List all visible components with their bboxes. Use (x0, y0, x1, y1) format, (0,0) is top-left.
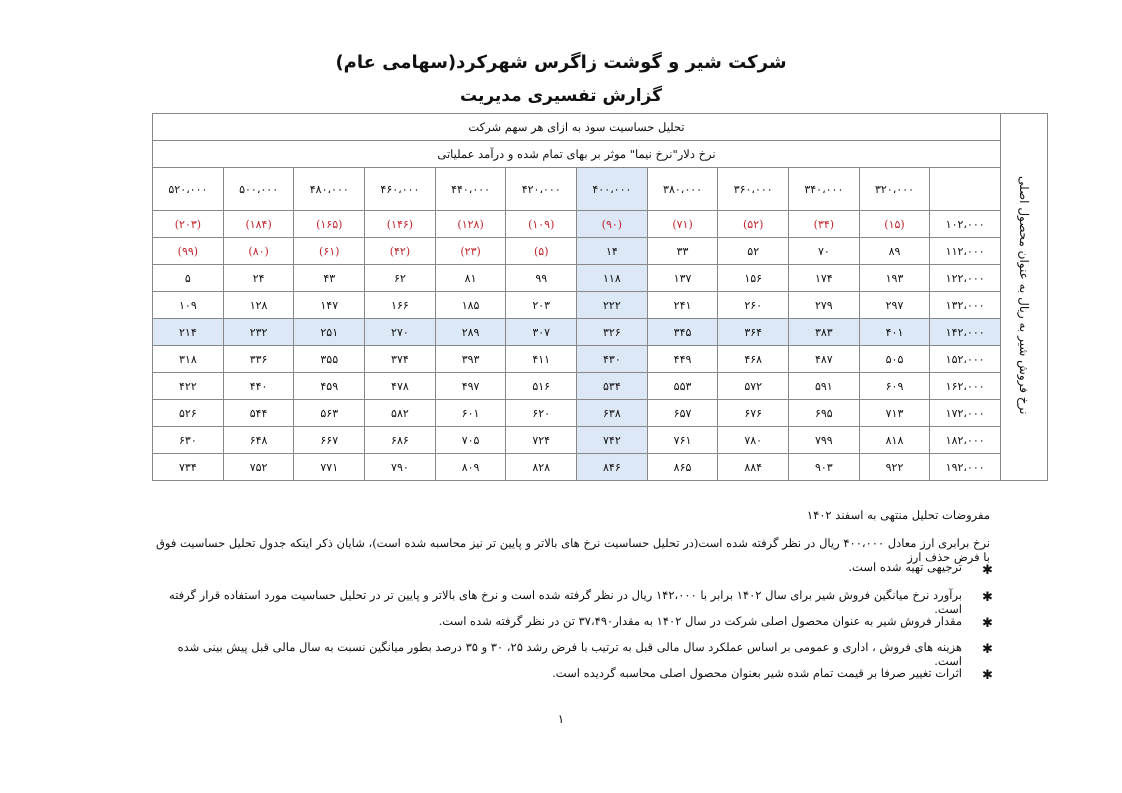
eps-value-cell: ۲۷۹ (789, 292, 860, 319)
eps-value-cell: ۵۷۲ (718, 373, 789, 400)
eps-value-cell: ۳۳۶ (223, 346, 294, 373)
eps-value-cell: ۱۴۷ (294, 292, 365, 319)
eps-value-cell: ۳۵۵ (294, 346, 365, 373)
eps-value-cell: ۵ (153, 265, 224, 292)
eps-value-cell: ۵۴۴ (223, 400, 294, 427)
page-number: ۱ (557, 712, 565, 726)
eps-value-cell: ۶۰۱ (435, 400, 506, 427)
eps-value-cell: ۵۱۶ (506, 373, 577, 400)
eps-value-cell: ۷۵۲ (223, 454, 294, 481)
note-bullet-1: برآورد نرخ میانگین فروش شیر برای سال ۱۴۰۲ برابر با ۱۴۲،۰۰۰ ریال در نظر گرفته شده است و نرخ های بالاتر و پایین تر در تحلیل حساسیت مورد استفاده قرار گرفته است. (169, 588, 962, 616)
eps-value-cell: ۴۶۸ (718, 346, 789, 373)
bullet-marker: ✱ (982, 642, 993, 657)
eps-value-cell: ۱۲۸ (223, 292, 294, 319)
dollar-rate-header: ۴۸۰،۰۰۰ (294, 168, 365, 211)
milk-price-cell: ۱۹۲،۰۰۰ (930, 454, 1001, 481)
note-bullet-4: اثرات تغییر صرفا بر قیمت تمام شده شیر بعنوان محصول اصلی محاسبه گردیده است. (552, 666, 962, 680)
bullet-marker: ✱ (982, 668, 993, 683)
eps-value-cell: ۷۳۴ (153, 454, 224, 481)
eps-value-cell: ۱۳۷ (647, 265, 718, 292)
eps-value-cell: ۷۰۵ (435, 427, 506, 454)
eps-value-cell: ۵۸۲ (365, 400, 436, 427)
eps-value-cell: ۶۶۷ (294, 427, 365, 454)
eps-value-cell: ۸۹ (859, 238, 930, 265)
eps-value-cell: ۴۳۰ (577, 346, 648, 373)
eps-value-cell: ۴۷۸ (365, 373, 436, 400)
eps-value-cell: ۶۳۸ (577, 400, 648, 427)
eps-value-cell: (۹۰) (577, 211, 648, 238)
eps-value-cell: ۵۲ (718, 238, 789, 265)
milk-price-cell: ۱۷۲،۰۰۰ (930, 400, 1001, 427)
eps-value-cell: ۷۲۴ (506, 427, 577, 454)
eps-value-cell: (۱۰۹) (506, 211, 577, 238)
eps-value-cell: ۹۲۲ (859, 454, 930, 481)
eps-value-cell: ۲۱۴ (153, 319, 224, 346)
report-title: گزارش تفسیری مدیریت (459, 86, 663, 106)
eps-value-cell: ۵۶۳ (294, 400, 365, 427)
dollar-rate-header: ۳۸۰،۰۰۰ (647, 168, 718, 211)
eps-value-cell: ۸۲۸ (506, 454, 577, 481)
eps-value-cell: (۴۲) (365, 238, 436, 265)
eps-value-cell: ۵۰۵ (859, 346, 930, 373)
eps-value-cell: ۷۹۹ (789, 427, 860, 454)
milk-price-cell: ۱۶۲،۰۰۰ (930, 373, 1001, 400)
eps-value-cell: ۱۶۶ (365, 292, 436, 319)
eps-value-cell: ۴۰۱ (859, 319, 930, 346)
eps-value-cell: ۱۷۴ (789, 265, 860, 292)
eps-value-cell: ۷۹۰ (365, 454, 436, 481)
eps-value-cell: ۱۱۸ (577, 265, 648, 292)
eps-value-cell: ۷۷۱ (294, 454, 365, 481)
eps-value-cell: ۶۳۰ (153, 427, 224, 454)
dollar-rate-header: ۴۴۰،۰۰۰ (435, 168, 506, 211)
table-row (153, 319, 1048, 346)
eps-value-cell: ۲۸۹ (435, 319, 506, 346)
eps-value-cell: (۵۲) (718, 211, 789, 238)
eps-value-cell: ۳۶۴ (718, 319, 789, 346)
eps-value-cell: ۸۶۵ (647, 454, 718, 481)
eps-value-cell: ۴۹۷ (435, 373, 506, 400)
eps-value-cell: ۱۸۵ (435, 292, 506, 319)
eps-value-cell: ۷۸۰ (718, 427, 789, 454)
eps-value-cell: ۲۶۰ (718, 292, 789, 319)
eps-value-cell: ۸۱۸ (859, 427, 930, 454)
eps-value-cell: ۱۴ (577, 238, 648, 265)
eps-value-cell: ۳۲۶ (577, 319, 648, 346)
eps-value-cell: (۲۰۳) (153, 211, 224, 238)
eps-value-cell: ۸۰۹ (435, 454, 506, 481)
milk-price-cell: ۱۴۲،۰۰۰ (930, 319, 1001, 346)
table-row (153, 211, 1048, 238)
corner-cell (930, 168, 1001, 211)
eps-value-cell: ۵۳۴ (577, 373, 648, 400)
eps-value-cell: (۳۴) (789, 211, 860, 238)
eps-value-cell: ۷۶۱ (647, 427, 718, 454)
eps-value-cell: ۲۴۱ (647, 292, 718, 319)
table-caption: تحلیل حساسیت سود به ازای هر سهم شرکت (153, 114, 1001, 141)
eps-value-cell: ۴۳ (294, 265, 365, 292)
dollar-rate-header: ۴۰۰،۰۰۰ (577, 168, 648, 211)
eps-value-cell: (۱۶۵) (294, 211, 365, 238)
side-label-cell (1001, 114, 1048, 481)
eps-value-cell: (۱۵) (859, 211, 930, 238)
milk-price-cell: ۱۲۲،۰۰۰ (930, 265, 1001, 292)
eps-value-cell: ۲۲۲ (577, 292, 648, 319)
eps-value-cell: ۳۸۳ (789, 319, 860, 346)
dollar-rate-header: ۵۰۰،۰۰۰ (223, 168, 294, 211)
table-row (153, 454, 1048, 481)
eps-value-cell: ۵۹۱ (789, 373, 860, 400)
milk-price-cell: ۱۸۲،۰۰۰ (930, 427, 1001, 454)
table-row (153, 373, 1048, 400)
eps-value-cell: ۳۷۴ (365, 346, 436, 373)
eps-value-cell: ۶۸۶ (365, 427, 436, 454)
milk-price-cell: ۱۱۲،۰۰۰ (930, 238, 1001, 265)
eps-value-cell: (۸۰) (223, 238, 294, 265)
table-row (153, 292, 1048, 319)
eps-value-cell: ۲۷۰ (365, 319, 436, 346)
eps-value-cell: ۲۹۷ (859, 292, 930, 319)
bullet-marker: ✱ (982, 590, 993, 605)
dollar-rate-header: ۳۴۰،۰۰۰ (789, 168, 860, 211)
milk-price-cell: ۱۵۲،۰۰۰ (930, 346, 1001, 373)
eps-value-cell: ۶۰۹ (859, 373, 930, 400)
eps-value-cell: ۶۲۰ (506, 400, 577, 427)
table-row (153, 238, 1048, 265)
eps-value-cell: (۲۳) (435, 238, 506, 265)
company-title: شرکت شیر و گوشت زاگرس شهرکرد(سهامی عام) (335, 52, 787, 73)
eps-value-cell: ۳۰۷ (506, 319, 577, 346)
eps-value-cell: ۱۰۹ (153, 292, 224, 319)
eps-value-cell: ۴۵۹ (294, 373, 365, 400)
table-row (153, 400, 1048, 427)
eps-value-cell: ۸۱ (435, 265, 506, 292)
eps-value-cell: ۴۸۷ (789, 346, 860, 373)
milk-price-axis-label: نرخ فروش شیر به ریال به عنوان محصول اصلی (1017, 176, 1031, 415)
eps-value-cell: (۱۸۴) (223, 211, 294, 238)
eps-value-cell: ۳۱۸ (153, 346, 224, 373)
notes-heading: مفروضات تحلیل منتهی به اسفند ۱۴۰۲ (806, 508, 990, 522)
bullet-marker: ✱ (982, 563, 993, 578)
eps-value-cell: ۳۹۳ (435, 346, 506, 373)
eps-value-cell: ۸۴۶ (577, 454, 648, 481)
dollar-rate-header: ۴۶۰،۰۰۰ (365, 168, 436, 211)
milk-price-cell: ۱۰۲،۰۰۰ (930, 211, 1001, 238)
eps-value-cell: ۱۹۳ (859, 265, 930, 292)
eps-value-cell: ۶۵۷ (647, 400, 718, 427)
eps-value-cell: (۷۱) (647, 211, 718, 238)
eps-value-cell: (۵) (506, 238, 577, 265)
eps-value-cell: (۶۱) (294, 238, 365, 265)
notes-paragraph-line1: نرخ برابری ارز معادل ۴۰۰،۰۰۰ ریال در نظر گرفته شده است(در تحلیل حساسیت نرخ های بالاتر و پایین تر نیز محاسبه شده است)، شایان ذکر اینکه جدول تحلیل حساسیت فوق با فرض حذف ارز (155, 536, 990, 564)
eps-value-cell: ۴۲۲ (153, 373, 224, 400)
eps-value-cell: ۴۴۰ (223, 373, 294, 400)
table-row (153, 427, 1048, 454)
eps-value-cell: ۴۴۹ (647, 346, 718, 373)
eps-value-cell: ۸۸۴ (718, 454, 789, 481)
eps-value-cell: (۱۴۶) (365, 211, 436, 238)
eps-value-cell: ۷۰ (789, 238, 860, 265)
eps-value-cell: ۳۳ (647, 238, 718, 265)
eps-value-cell: ۵۵۳ (647, 373, 718, 400)
eps-value-cell: ۶۹۵ (789, 400, 860, 427)
dollar-rate-header: ۳۶۰،۰۰۰ (718, 168, 789, 211)
eps-value-cell: ۲۴ (223, 265, 294, 292)
eps-value-cell: (۱۲۸) (435, 211, 506, 238)
dollar-rate-header-row (153, 168, 1048, 211)
eps-value-cell: ۱۵۶ (718, 265, 789, 292)
eps-value-cell: ۳۴۵ (647, 319, 718, 346)
table-row (153, 265, 1048, 292)
eps-value-cell: ۵۲۶ (153, 400, 224, 427)
eps-value-cell: ۹۰۳ (789, 454, 860, 481)
eps-value-cell: ۴۱۱ (506, 346, 577, 373)
notes-paragraph-line2: ترجیهی تهیه شده است. (848, 560, 962, 574)
table-subcaption: نرخ دلار"نرخ نیما" موثر بر بهای تمام شده و درآمد عملیاتی (153, 141, 1001, 168)
eps-value-cell: ۹۹ (506, 265, 577, 292)
note-bullet-3: هزینه های فروش ، اداری و عمومی بر اساس عملکرد سال مالی قبل به ترتیب با فرض رشد ۲۵، ۳۰ و ۳۵ درصد بطور میانگین نسبت به سال مالی قبل پیش بینی شده است. (177, 640, 962, 668)
milk-price-cell: ۱۳۲،۰۰۰ (930, 292, 1001, 319)
dollar-rate-header: ۳۲۰،۰۰۰ (859, 168, 930, 211)
eps-value-cell: ۷۱۳ (859, 400, 930, 427)
eps-value-cell: ۲۰۳ (506, 292, 577, 319)
eps-value-cell: ۲۳۲ (223, 319, 294, 346)
sensitivity-table (152, 113, 1048, 481)
bullet-marker: ✱ (982, 616, 993, 631)
dollar-rate-header: ۴۲۰،۰۰۰ (506, 168, 577, 211)
eps-value-cell: ۶۴۸ (223, 427, 294, 454)
eps-value-cell: ۶۲ (365, 265, 436, 292)
dollar-rate-header: ۵۲۰،۰۰۰ (153, 168, 224, 211)
table-row (153, 346, 1048, 373)
eps-value-cell: ۷۴۲ (577, 427, 648, 454)
eps-value-cell: (۹۹) (153, 238, 224, 265)
eps-value-cell: ۶۷۶ (718, 400, 789, 427)
eps-value-cell: ۲۵۱ (294, 319, 365, 346)
note-bullet-2: مقدار فروش شیر به عنوان محصول اصلی شرکت در سال ۱۴۰۲ به مقدار۳۷،۴۹۰ تن در نظر گرفته شده است. (438, 614, 962, 628)
